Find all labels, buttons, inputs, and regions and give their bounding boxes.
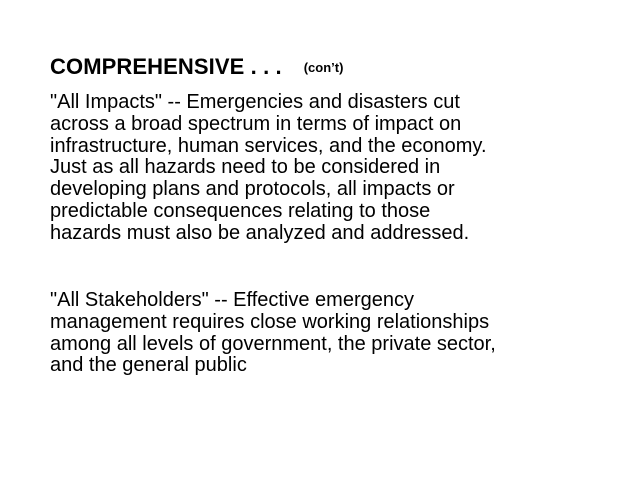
paragraph-line: and the general public — [50, 354, 247, 377]
paragraph-line: Just as all hazards need to be considered in — [50, 156, 441, 179]
paragraph-all-stakeholders — [50, 290, 620, 377]
slide-title: COMPREHENSIVE . . . — [50, 54, 282, 79]
slide-subtitle: (con’t) — [303, 60, 344, 75]
paragraph-line: developing plans and protocols, all impacts or — [50, 178, 455, 201]
paragraph-line: hazards must also be analyzed and addressed. — [50, 221, 470, 244]
title-row — [50, 54, 343, 80]
paragraph-line: across a broad spectrum in terms of impact on — [50, 112, 462, 135]
paragraph-line: predictable consequences relating to those — [50, 199, 431, 222]
paragraph-line: infrastructure, human services, and the economy. — [50, 134, 487, 157]
paragraph-line: among all levels of government, the private sector, — [50, 332, 496, 355]
paragraph-all-impacts — [50, 92, 620, 245]
paragraph-line: management requires close working relationships — [50, 310, 490, 333]
paragraph-line: "All Stakeholders" -- Effective emergency — [50, 289, 414, 311]
paragraph-line: "All Impacts" -- Emergencies and disasters cut — [50, 91, 460, 113]
